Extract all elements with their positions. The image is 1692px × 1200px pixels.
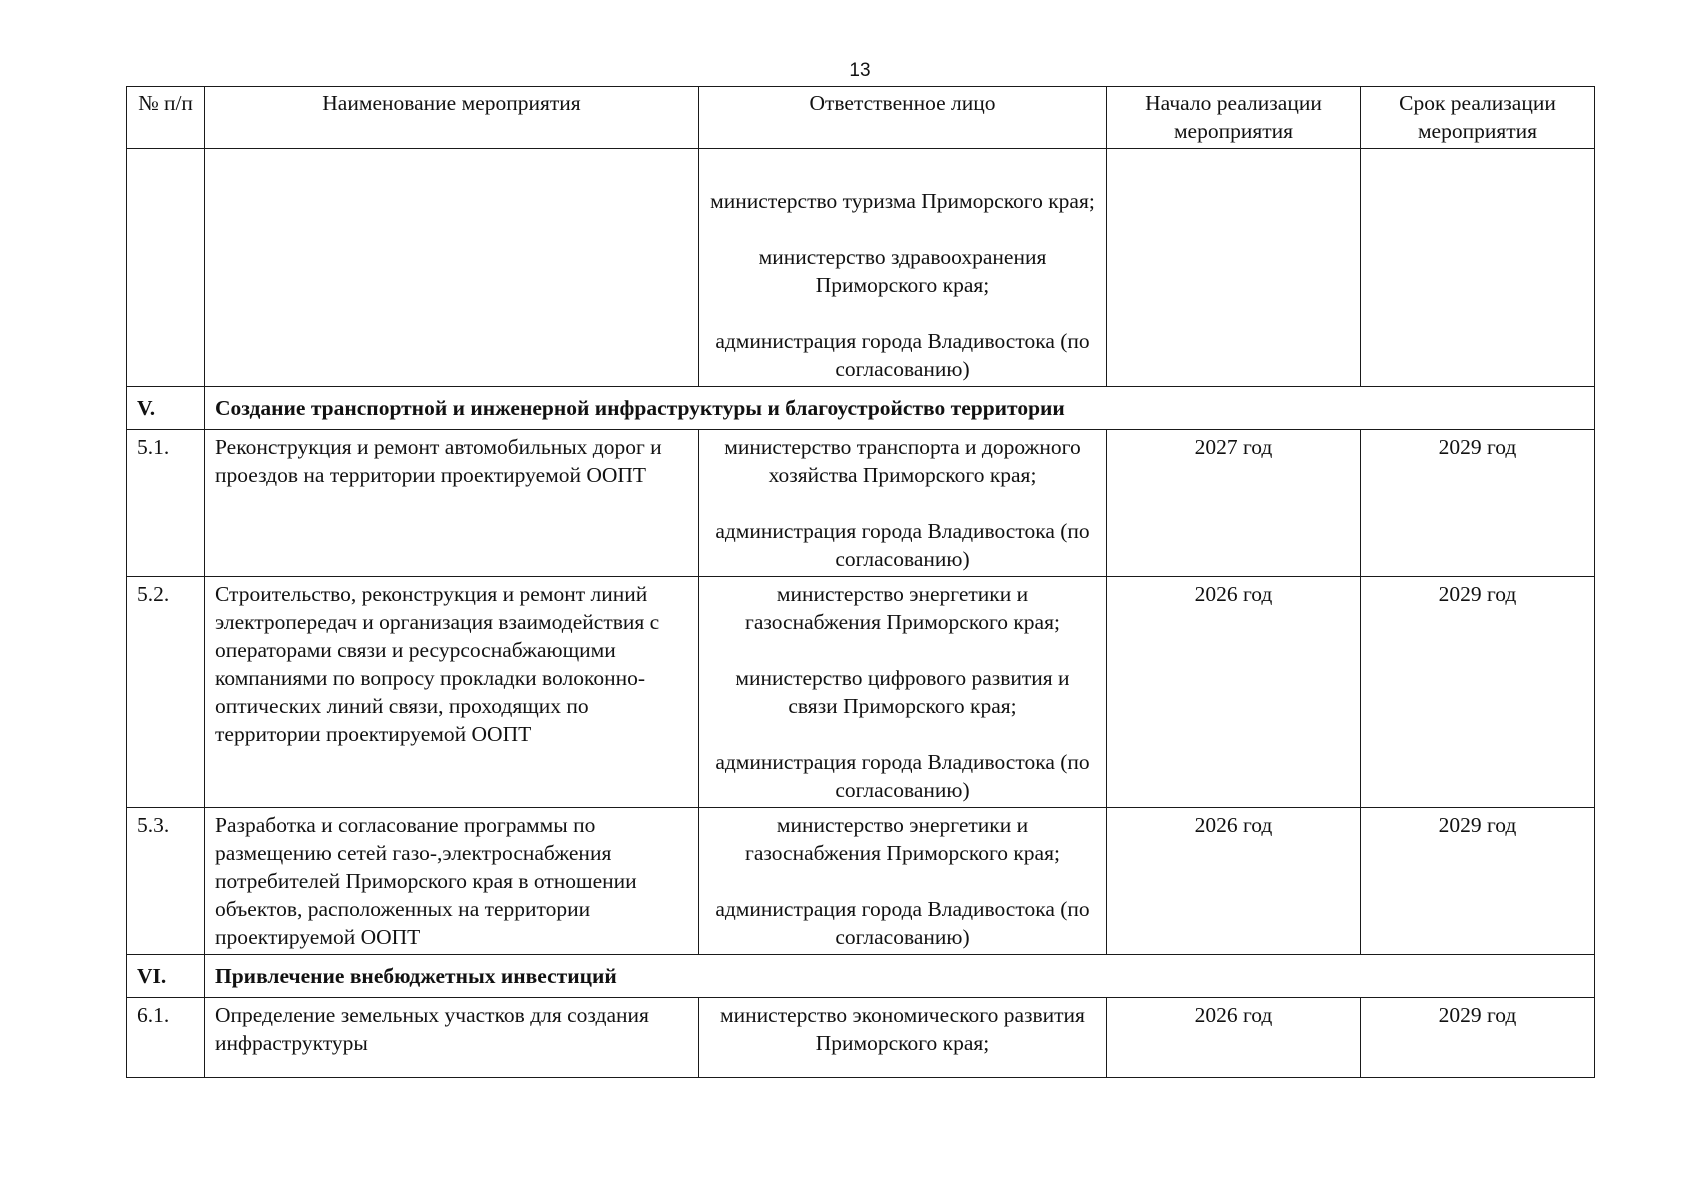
measure-name: Определение земельных участков для создания инфраструктуры	[205, 998, 699, 1078]
responsible-party: министерство экономического развития Приморского края;	[720, 1003, 1085, 1055]
measures-table	[126, 86, 1595, 1078]
section-row	[127, 955, 1595, 998]
paragraph-gap	[709, 636, 1096, 664]
deadline-date: 2029 год	[1361, 808, 1595, 955]
section-number: VI.	[127, 955, 205, 998]
page-number: 13	[849, 60, 871, 81]
responsible-party: администрация города Владивостока (по согласованию)	[715, 750, 1090, 802]
column-header-start: Начало реализации мероприятия	[1107, 87, 1361, 149]
start-date	[1107, 149, 1361, 387]
responsible-party: министерство туризма Приморского края;	[710, 189, 1095, 213]
deadline-date	[1361, 149, 1595, 387]
measure-name: Разработка и согласование программы по размещению сетей газо-,электроснабжения потребителей Приморского края в отношении объектов, расположенных на территории проектируемой ООПТ	[205, 808, 699, 955]
paragraph-gap	[709, 489, 1096, 517]
section-title: Создание транспортной и инженерной инфраструктуры и благоустройство территории	[205, 387, 1595, 430]
responsible-party: министерство цифрового развития и связи Приморского края;	[735, 666, 1070, 718]
responsible-cell	[699, 430, 1107, 577]
responsible-cell	[699, 808, 1107, 955]
column-header-name: Наименование мероприятия	[205, 87, 699, 149]
paragraph-gap	[709, 215, 1096, 243]
section-title: Привлечение внебюджетных инвестиций	[205, 955, 1595, 998]
row-number: 5.1.	[127, 430, 205, 577]
table-header-row	[127, 87, 1595, 149]
table-row	[127, 998, 1595, 1078]
row-number	[127, 149, 205, 387]
start-date: 2026 год	[1107, 577, 1361, 808]
start-date: 2026 год	[1107, 808, 1361, 955]
row-number: 5.3.	[127, 808, 205, 955]
measure-name	[205, 149, 699, 387]
measure-name: Строительство, реконструкция и ремонт линий электропередач и организация взаимодействия с операторами связи и ресурсоснабжающими компаниями по вопросу прокладки волоконно-оптических линий связи, проходящих по территории проектируемой ООПТ	[205, 577, 699, 808]
row-number: 5.2.	[127, 577, 205, 808]
section-number: V.	[127, 387, 205, 430]
paragraph-gap	[709, 299, 1096, 327]
paragraph-gap	[709, 867, 1096, 895]
start-date: 2026 год	[1107, 998, 1361, 1078]
responsible-party: министерство транспорта и дорожного хозяйства Приморского края;	[724, 435, 1081, 487]
row-number: 6.1.	[127, 998, 205, 1078]
responsible-cell	[699, 149, 1107, 387]
measure-name: Реконструкция и ремонт автомобильных дорог и проездов на территории проектируемой ООПТ	[205, 430, 699, 577]
responsible-party: министерство здравоохранения Приморского края;	[758, 245, 1047, 297]
table-body	[127, 149, 1595, 1078]
section-row	[127, 387, 1595, 430]
deadline-date: 2029 год	[1361, 998, 1595, 1078]
column-header-deadline: Срок реализации мероприятия	[1361, 87, 1595, 149]
table-row	[127, 808, 1595, 955]
table-row	[127, 577, 1595, 808]
responsible-party: администрация города Владивостока (по согласованию)	[715, 897, 1090, 949]
responsible-cell	[699, 577, 1107, 808]
responsible-party: министерство энергетики и газоснабжения Приморского края;	[745, 813, 1060, 865]
table-row	[127, 149, 1595, 387]
table-row	[127, 430, 1595, 577]
start-date: 2027 год	[1107, 430, 1361, 577]
deadline-date: 2029 год	[1361, 577, 1595, 808]
paragraph-gap	[709, 720, 1096, 748]
responsible-party: администрация города Владивостока (по согласованию)	[715, 519, 1090, 571]
responsible-cell	[699, 998, 1107, 1078]
responsible-party: министерство энергетики и газоснабжения Приморского края;	[745, 582, 1060, 634]
column-header-num: № п/п	[127, 87, 205, 149]
responsible-party: администрация города Владивостока (по согласованию)	[715, 329, 1090, 381]
deadline-date: 2029 год	[1361, 430, 1595, 577]
column-header-responsible: Ответственное лицо	[699, 87, 1107, 149]
